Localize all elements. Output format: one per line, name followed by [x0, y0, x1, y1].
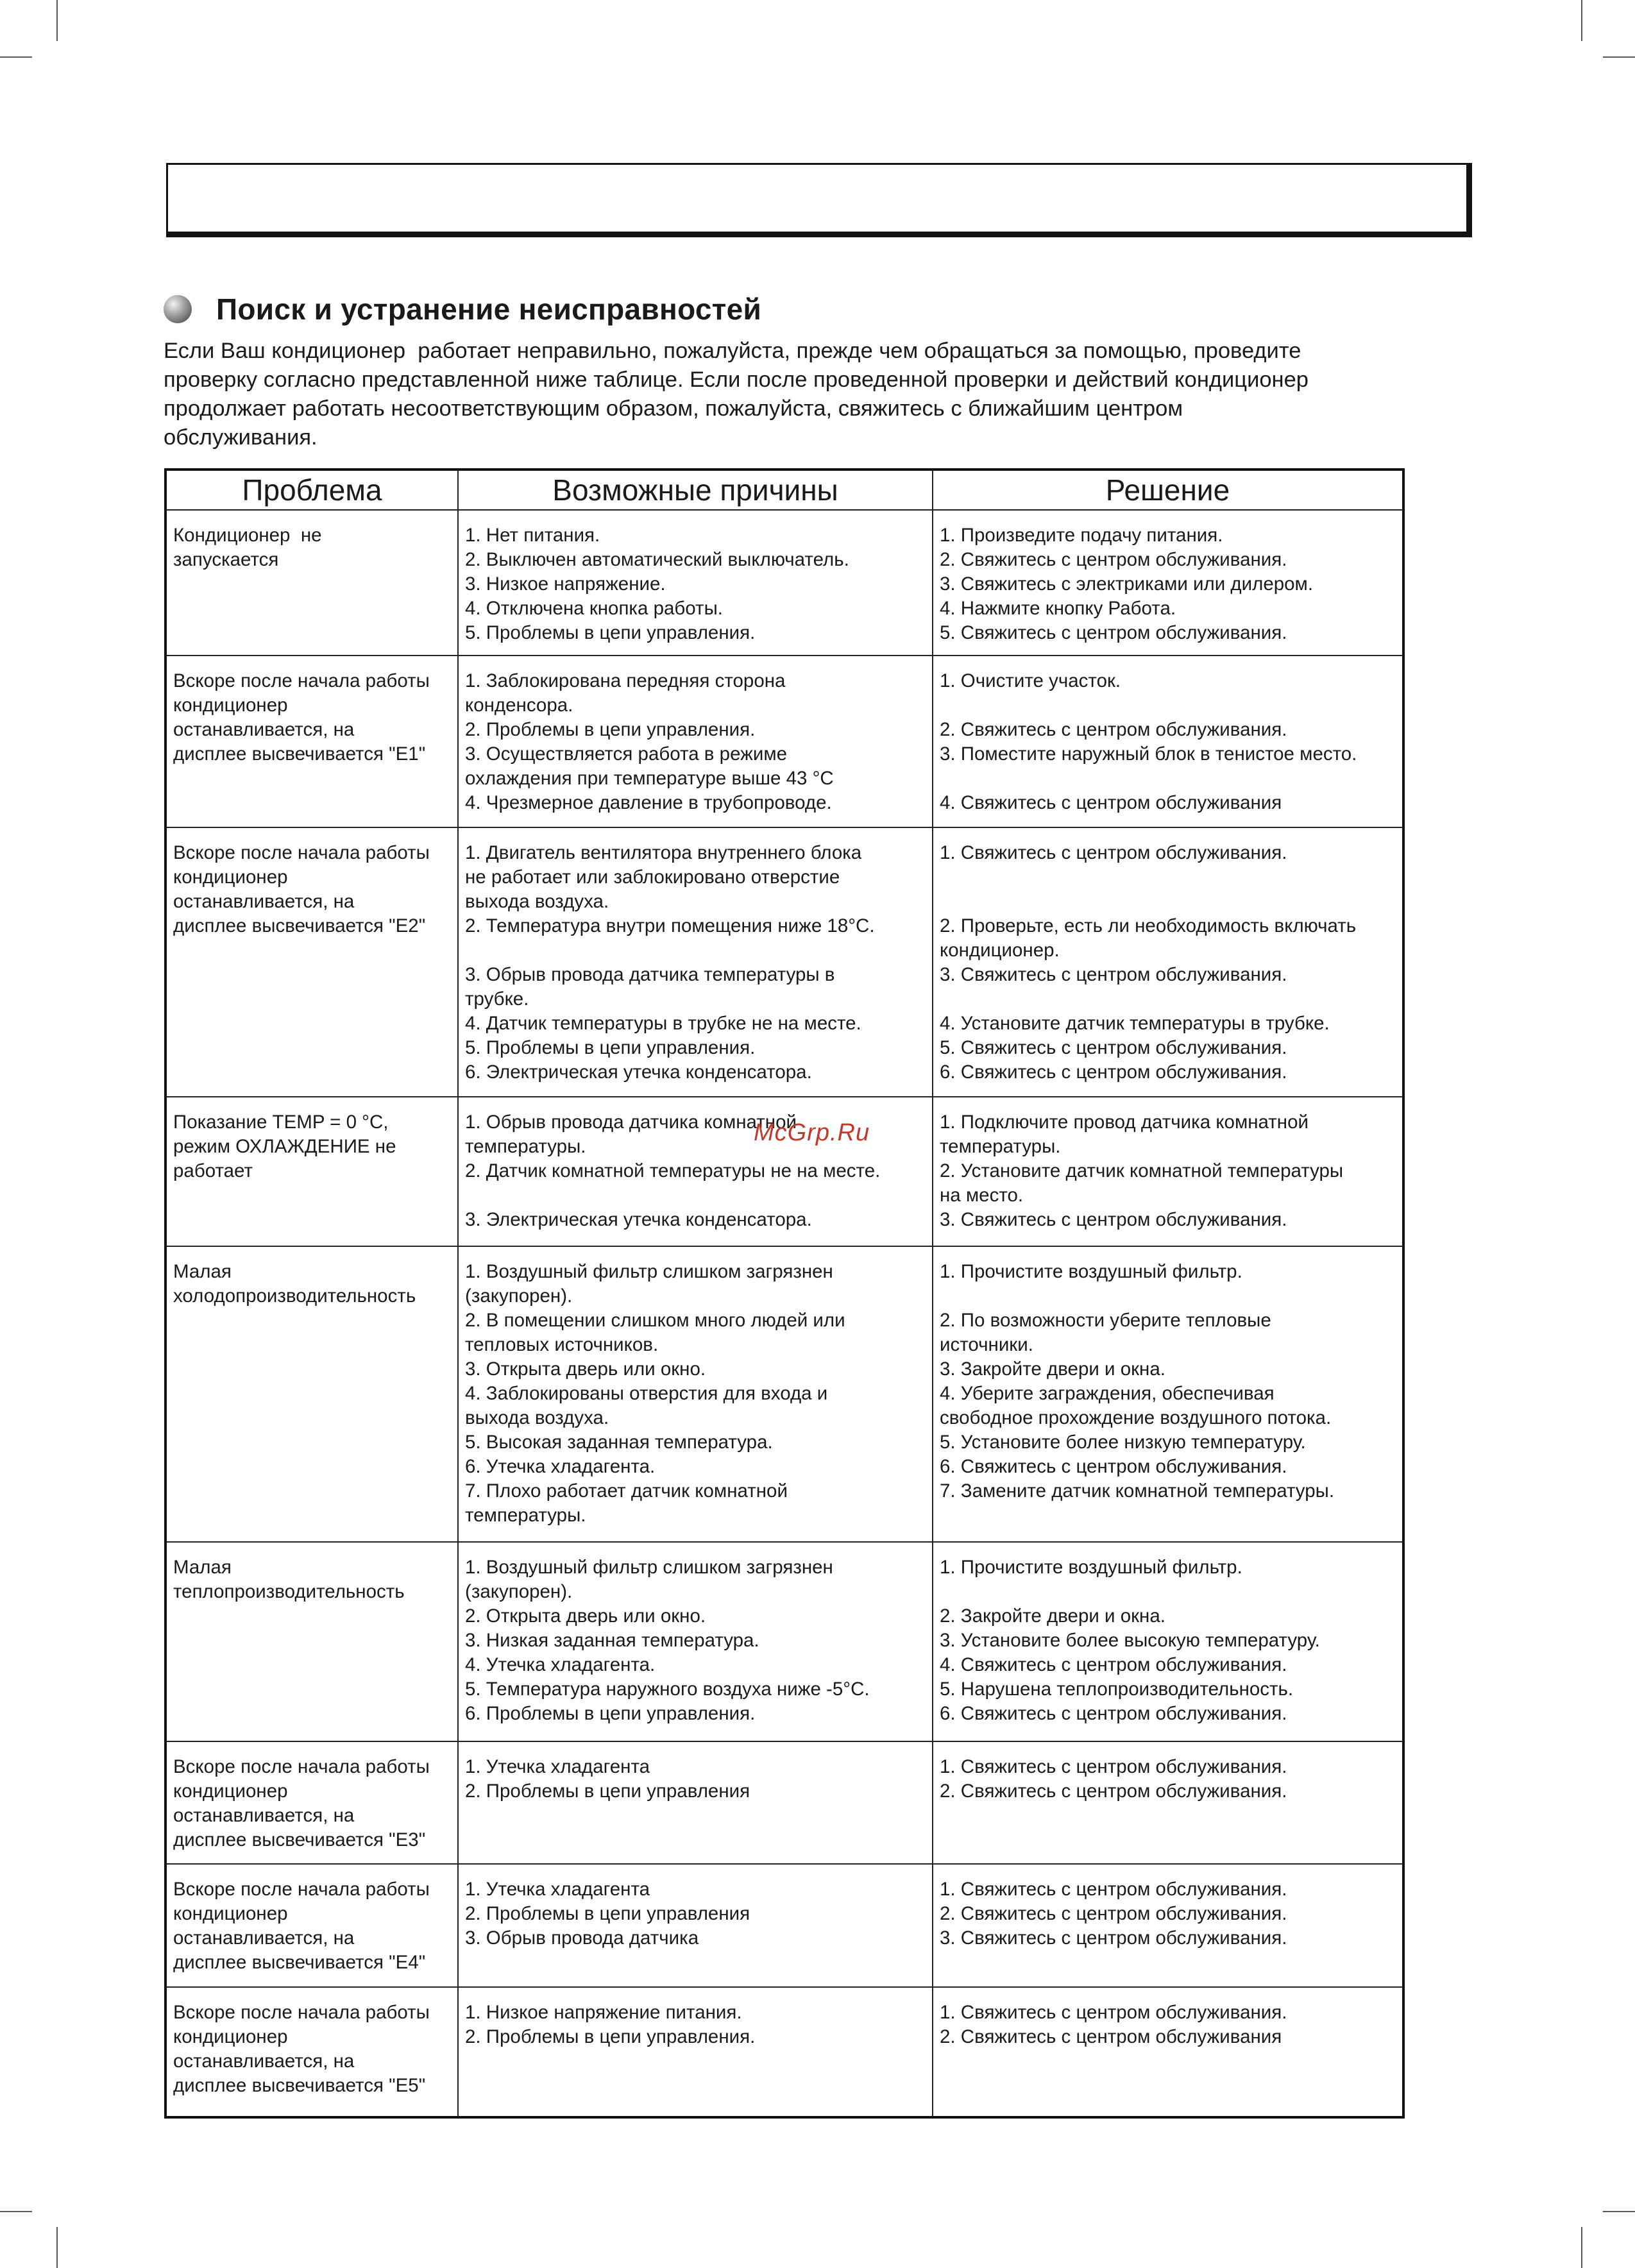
table-row	[165, 1987, 1403, 2117]
cell-text-line: 6. Проблемы в цепи управления.	[465, 1703, 756, 1724]
cell-text-line: Вскоре после начала работы	[173, 670, 430, 691]
cell-text-line: Вскоре после начала работы	[173, 2002, 430, 2023]
cell-text-line: 2. Проблемы в цепи управления.	[465, 719, 756, 740]
cell-text-line: останавливается, на	[173, 719, 355, 740]
cell-text-line: 2. Температура внутри помещения ниже 18°C.	[465, 915, 875, 936]
cell-text-line: работает	[173, 1160, 253, 1181]
cell-text-line: 3. Осуществляется работа в режиме	[465, 743, 788, 765]
cell-text-line: 4. Чрезмерное давление в трубопроводе.	[465, 792, 832, 813]
header-causes: Возможные причины	[458, 470, 933, 510]
cell-text-line: 2. Открыта дверь или окно.	[465, 1605, 706, 1627]
cell-text-line: 3. Свяжитесь с центром обслуживания.	[940, 1209, 1287, 1230]
problem-cell	[165, 827, 458, 1097]
cell-text-line: 1. Низкое напряжение питания.	[465, 2002, 742, 2023]
cell-text-line: трубке.	[465, 988, 529, 1010]
cell-text-line: 3. Установите более высокую температуру.	[940, 1630, 1320, 1651]
intro-line: проверку согласно представленной ниже таблице. Если после проведенной проверки и действий кондиционер	[164, 368, 1309, 392]
cell-text-line: 2. Проблемы в цепи управления.	[465, 2026, 756, 2047]
cell-text-line: выхода воздуха.	[465, 1407, 609, 1428]
cell-text-line: 4. Нажмите кнопку Работа.	[940, 598, 1176, 619]
cell-text-line	[465, 1183, 926, 1208]
table-row	[165, 1741, 1403, 1864]
cell-text-line: 4. Уберите заграждения, обеспечивая	[940, 1383, 1275, 1404]
cell-text-line: дисплее высвечивается "E3"	[173, 1829, 426, 1850]
cell-text-line: 5. Температура наружного воздуха ниже -5°C.	[465, 1679, 870, 1700]
cell-text-line: останавливается, на	[173, 891, 355, 912]
cell-text-line: 5. Нарушена теплопроизводительность.	[940, 1679, 1294, 1700]
intro-line: продолжает работать несоответствующим образом, пожалуйста, свяжитесь с ближайшим центром	[164, 396, 1183, 421]
cell-text-line: 2. Свяжитесь с центром обслуживания	[940, 2026, 1282, 2047]
section-title: Поиск и устранение неисправностей	[216, 292, 762, 326]
cell-text-line	[940, 865, 1396, 890]
cell-text-line: кондиционер	[173, 1781, 288, 1802]
table-header-row	[165, 470, 1403, 510]
cell-text-line: 6. Свяжитесь с центром обслуживания.	[940, 1456, 1287, 1477]
cell-text-line	[940, 693, 1396, 718]
intro-paragraph	[164, 337, 1434, 452]
cell-text-line: (закупорен).	[465, 1285, 573, 1307]
troubleshooting-table	[164, 468, 1405, 2119]
causes-cell	[458, 510, 933, 656]
cell-text-line: 7. Замените датчик комнатной температуры.	[940, 1480, 1335, 1502]
cell-text-line: 3. Электрическая утечка конденсатора.	[465, 1209, 812, 1230]
table-row	[165, 1542, 1403, 1741]
crop-mark	[0, 2211, 32, 2212]
cell-text-line: 6. Утечка хладагента.	[465, 1456, 656, 1477]
cell-text-line: 3. Поместите наружный блок в тенистое место.	[940, 743, 1357, 765]
intro-line: обслуживания.	[164, 425, 318, 450]
solution-cell	[933, 827, 1403, 1097]
cell-text-line: дисплее высвечивается "E5"	[173, 2075, 426, 2096]
cell-text-line: Малая	[173, 1261, 232, 1282]
cell-text-line: 1. Утечка хладагента	[465, 1879, 650, 1900]
problem-cell	[165, 1246, 458, 1542]
table-body	[165, 510, 1403, 2117]
cell-text-line: 4. Заблокированы отверстия для входа и	[465, 1383, 828, 1404]
header-solution: Решение	[933, 470, 1403, 510]
cell-text-line: не работает или заблокировано отверстие	[465, 867, 840, 888]
cell-text-line: 3. Свяжитесь с электриками или дилером.	[940, 573, 1314, 595]
cell-text-line: режим ОХЛАЖДЕНИЕ не	[173, 1136, 396, 1157]
cell-text-line: 1. Свяжитесь с центром обслуживания.	[940, 1879, 1287, 1900]
cell-text-line: 1. Прочистите воздушный фильтр.	[940, 1557, 1242, 1578]
cell-text-line: 2. Проверьте, есть ли необходимость включать	[940, 915, 1357, 936]
cell-text-line: 2. Свяжитесь с центром обслуживания.	[940, 549, 1287, 570]
crop-mark	[1603, 2211, 1635, 2212]
cell-text-line: 2. Закройте двери и окна.	[940, 1605, 1165, 1627]
cell-text-line: дисплее высвечивается "E4"	[173, 1952, 426, 1973]
cell-text-line: кондиционер.	[940, 940, 1060, 961]
cell-text-line: Вскоре после начала работы	[173, 1756, 430, 1777]
solution-cell	[933, 1246, 1403, 1542]
section-heading	[164, 292, 761, 326]
table-row	[165, 1864, 1403, 1987]
cell-text-line: 7. Плохо работает датчик комнатной	[465, 1480, 788, 1502]
cell-text-line: 1. Заблокирована передняя сторона	[465, 670, 786, 691]
table-row	[165, 510, 1403, 656]
problem-cell	[165, 1542, 458, 1741]
table-row	[165, 827, 1403, 1097]
causes-cell	[458, 1542, 933, 1741]
cell-text-line: конденсора.	[465, 695, 573, 716]
problem-cell	[165, 1864, 458, 1987]
cell-text-line	[940, 1284, 1396, 1308]
cell-text-line: источники.	[940, 1334, 1033, 1355]
problem-cell	[165, 656, 458, 827]
cell-text-line: 2. Свяжитесь с центром обслуживания.	[940, 719, 1287, 740]
cell-text-line: температуры.	[465, 1505, 586, 1526]
crop-mark	[56, 2227, 58, 2268]
cell-text-line: 2. Датчик комнатной температуры не на месте.	[465, 1160, 881, 1181]
cell-text-line: кондиционер	[173, 867, 288, 888]
cell-text-line: 1. Подключите провод датчика комнатной	[940, 1112, 1309, 1133]
cell-text-line	[940, 987, 1396, 1011]
cell-text-line	[465, 938, 926, 963]
causes-cell	[458, 827, 933, 1097]
crop-mark	[1581, 2227, 1582, 2268]
cell-text-line: на место.	[940, 1185, 1024, 1206]
problem-cell	[165, 1741, 458, 1864]
cell-text-line: кондиционер	[173, 1903, 288, 1924]
solution-cell	[933, 1741, 1403, 1864]
header-box	[166, 163, 1472, 237]
cell-text-line: 3. Открыта дверь или окно.	[465, 1358, 706, 1380]
cell-text-line: дисплее высвечивается "E1"	[173, 743, 426, 765]
cell-text-line: 2. Проблемы в цепи управления	[465, 1903, 750, 1924]
cell-text-line: 5. Проблемы в цепи управления.	[465, 1037, 756, 1058]
cell-text-line: 1. Воздушный фильтр слишком загрязнен	[465, 1557, 833, 1578]
cell-text-line: запускается	[173, 549, 279, 570]
cell-text-line: охлаждения при температуре выше 43 °C	[465, 768, 834, 789]
cell-text-line: температуры.	[940, 1136, 1061, 1157]
solution-cell	[933, 1097, 1403, 1246]
cell-text-line: 1. Воздушный фильтр слишком загрязнен	[465, 1261, 833, 1282]
cell-text-line: холодопроизводительность	[173, 1285, 416, 1307]
crop-mark	[56, 0, 58, 41]
cell-text-line: 4. Свяжитесь с центром обслуживания	[940, 792, 1282, 813]
cell-text-line: 4. Свяжитесь с центром обслуживания.	[940, 1654, 1287, 1675]
cell-text-line: 1. Свяжитесь с центром обслуживания.	[940, 2002, 1287, 2023]
cell-text-line: 5. Свяжитесь с центром обслуживания.	[940, 1037, 1287, 1058]
solution-cell	[933, 1864, 1403, 1987]
solution-cell	[933, 1987, 1403, 2117]
cell-text-line: 5. Высокая заданная температура.	[465, 1432, 773, 1453]
bullet-icon	[164, 295, 192, 323]
causes-cell	[458, 656, 933, 827]
cell-text-line: 1. Произведите подачу питания.	[940, 525, 1223, 546]
cell-text-line: останавливается, на	[173, 2051, 355, 2072]
cell-text-line: 1. Обрыв провода датчика комнатной	[465, 1112, 797, 1133]
cell-text-line: 3. Низкое напряжение.	[465, 573, 666, 595]
causes-cell	[458, 1741, 933, 1864]
causes-cell	[458, 1246, 933, 1542]
watermark: McGrp.Ru	[754, 1119, 870, 1146]
cell-text-line: (закупорен).	[465, 1581, 573, 1602]
cell-text-line: кондиционер	[173, 2026, 288, 2047]
causes-cell	[458, 1864, 933, 1987]
cell-text-line: температуры.	[465, 1136, 586, 1157]
cell-text-line: 3. Обрыв провода датчика	[465, 1927, 699, 1949]
cell-text-line: 5. Проблемы в цепи управления.	[465, 622, 756, 643]
cell-text-line: останавливается, на	[173, 1927, 355, 1949]
cell-text-line: Малая	[173, 1557, 232, 1578]
cell-text-line: Показание TEMP = 0 °C,	[173, 1112, 389, 1133]
cell-text-line: 4. Отключена кнопка работы.	[465, 598, 723, 619]
cell-text-line: 2. Выключен автоматический выключатель.	[465, 549, 849, 570]
cell-text-line: 3. Свяжитесь с центром обслуживания.	[940, 1927, 1287, 1949]
cell-text-line: теплопроизводительность	[173, 1581, 405, 1602]
cell-text-line: 2. Установите датчик комнатной температуры	[940, 1160, 1344, 1181]
cell-text-line: 3. Закройте двери и окна.	[940, 1358, 1165, 1380]
crop-mark	[0, 56, 32, 58]
solution-cell	[933, 510, 1403, 656]
cell-text-line: 4. Утечка хладагента.	[465, 1654, 656, 1675]
cell-text-line: свободное прохождение воздушного потока.	[940, 1407, 1332, 1428]
intro-line: Если Ваш кондиционер работает неправильно, пожалуйста, прежде чем обращаться за помощью, проведите	[164, 339, 1301, 363]
cell-text-line: Вскоре после начала работы	[173, 1879, 430, 1900]
cell-text-line: 1. Нет питания.	[465, 525, 600, 546]
problem-cell	[165, 1987, 458, 2117]
cell-text-line: 2. По возможности уберите тепловые	[940, 1310, 1271, 1331]
cell-text-line: 1. Очистите участок.	[940, 670, 1121, 691]
cell-text-line: 5. Установите более низкую температуру.	[940, 1432, 1306, 1453]
cell-text-line: 3. Свяжитесь с центром обслуживания.	[940, 964, 1287, 985]
cell-text-line: 2. В помещении слишком много людей или	[465, 1310, 845, 1331]
cell-text-line: 1. Утечка хладагента	[465, 1756, 650, 1777]
cell-text-line: 3. Обрыв провода датчика температуры в	[465, 964, 835, 985]
cell-text-line: кондиционер	[173, 695, 288, 716]
cell-text-line: 5. Свяжитесь с центром обслуживания.	[940, 622, 1287, 643]
problem-cell	[165, 1097, 458, 1246]
table-row	[165, 656, 1403, 827]
crop-mark	[1581, 0, 1582, 41]
cell-text-line	[940, 766, 1396, 791]
problem-cell	[165, 510, 458, 656]
table-row	[165, 1246, 1403, 1542]
causes-cell	[458, 1987, 933, 2117]
cell-text-line: 1. Двигатель вентилятора внутреннего блока	[465, 842, 862, 863]
cell-text-line: останавливается, на	[173, 1805, 355, 1826]
cell-text-line: 4. Установите датчик температуры в трубке.	[940, 1013, 1330, 1034]
header-problem: Проблема	[165, 470, 458, 510]
cell-text-line	[940, 890, 1396, 914]
cell-text-line: тепловых источников.	[465, 1334, 659, 1355]
cell-text-line: дисплее высвечивается "E2"	[173, 915, 426, 936]
cell-text-line: Вскоре после начала работы	[173, 842, 430, 863]
cell-text-line: 1. Свяжитесь с центром обслуживания.	[940, 1756, 1287, 1777]
cell-text-line: 2. Свяжитесь с центром обслуживания.	[940, 1903, 1287, 1924]
cell-text-line: 6. Электрическая утечка конденсатора.	[465, 1062, 812, 1083]
cell-text-line: выхода воздуха.	[465, 891, 609, 912]
cell-text-line: 1. Прочистите воздушный фильтр.	[940, 1261, 1242, 1282]
solution-cell	[933, 656, 1403, 827]
cell-text-line: 3. Низкая заданная температура.	[465, 1630, 759, 1651]
cell-text-line: 6. Свяжитесь с центром обслуживания.	[940, 1703, 1287, 1724]
cell-text-line: Кондиционер не	[173, 525, 322, 546]
cell-text-line: 2. Свяжитесь с центром обслуживания.	[940, 1781, 1287, 1802]
cell-text-line: 2. Проблемы в цепи управления	[465, 1781, 750, 1802]
cell-text-line: 1. Свяжитесь с центром обслуживания.	[940, 842, 1287, 863]
cell-text-line: 4. Датчик температуры в трубке не на месте.	[465, 1013, 861, 1034]
cell-text-line: 6. Свяжитесь с центром обслуживания.	[940, 1062, 1287, 1083]
crop-mark	[1603, 56, 1635, 58]
cell-text-line	[940, 1580, 1396, 1604]
solution-cell	[933, 1542, 1403, 1741]
